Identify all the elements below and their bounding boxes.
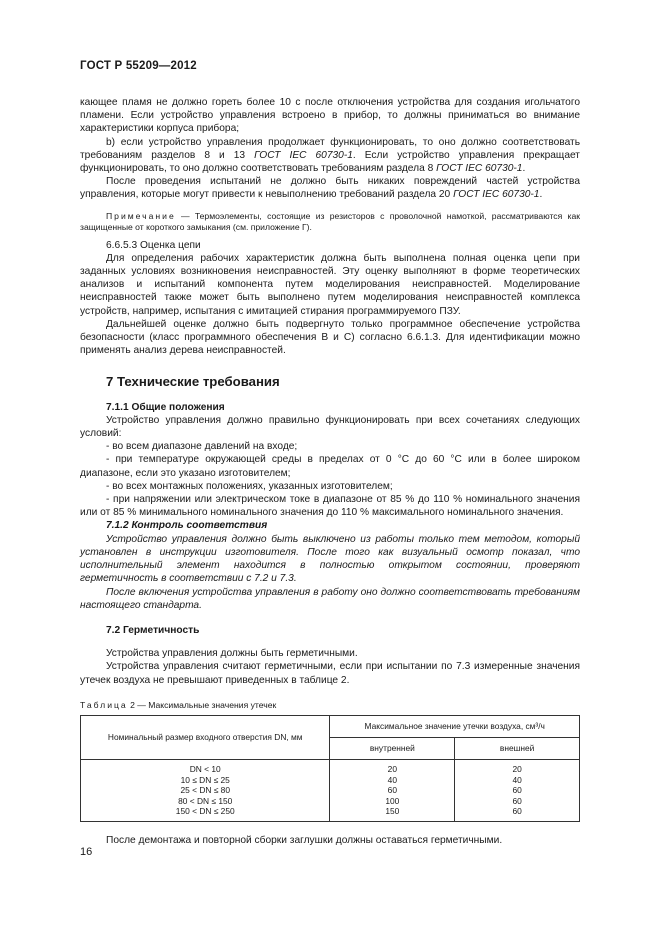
cell-internal: 20 <box>330 760 455 775</box>
running-header: ГОСТ Р 55209—2012 <box>80 60 197 72</box>
paragraph-after-tests <box>80 175 580 201</box>
standard-reference: ГОСТ IEC 60730-1 <box>453 189 540 201</box>
list-item: - во всем диапазоне давлений на входе; <box>106 441 298 453</box>
text-span: . Если устройство управления прекращает функционировать, то оно должно соответствовать требованиям раздела 8 <box>80 149 580 175</box>
page-content <box>80 96 580 848</box>
paragraph-general-conditions: Устройство управления должно правильно функционировать при всех сочетаниях следующих условий: <box>80 414 580 440</box>
cell-internal: 40 <box>330 775 455 785</box>
standard-reference: ГОСТ IEC 60730-1 <box>254 149 353 161</box>
subsection-7-1-1-title: 7.1.1 Общие положения <box>106 401 225 413</box>
column-header-dn: Номинальный размер входного отверстия DN, мм <box>81 715 330 759</box>
text-span: b) если устройство управления продолжает функционировать, то оно должно соответствовать требованиям разделов 8 и 13 <box>80 136 580 161</box>
cell-dn: 10 ≤ DN ≤ 25 <box>81 775 330 785</box>
paragraph-tightness-criteria: Устройства управления считают герметичными, если при испытании по 7.3 измеренные значения утечек воздуха не превышают приведенных в таблице 2. <box>80 661 580 686</box>
note-label: Примечание <box>106 210 176 221</box>
note-text: — Термоэлементы, состоящие из резисторов с проволочной намоткой, рассматриваются как защищенные от короткого замыкания (см. приложение Г). <box>80 210 580 232</box>
cell-external: 60 <box>455 806 580 822</box>
column-header-max-leak: Максимальное значение утечки воздуха, см³/ч <box>330 715 580 737</box>
text-span: . <box>522 163 526 175</box>
table-caption-text: 2 — Максимальные значения утечек <box>127 699 277 710</box>
list-item: - при температуре окружающей среды в пределах от 0 °С до 60 °С или в более широком диапазоне, если это указано изготовителем; <box>80 454 580 479</box>
text-span: . <box>539 189 543 201</box>
paragraph-compliance-check: Устройство управления должно быть выключено из работы только тем методом, который установлен в инструкции изготовителя. После того как визуальный осмотр показал, что исполнительный элемент находится в полностью открытом состоянии, проверяют герметичность в соответствии с 7.2 и 7.3. <box>80 533 580 585</box>
paragraph-tightness: Устройства управления должны быть герметичными. <box>106 648 358 660</box>
table-row <box>81 806 580 822</box>
cell-internal: 100 <box>330 796 455 806</box>
cell-external: 60 <box>455 785 580 795</box>
subsection-7-2-title: 7.2 Герметичность <box>106 624 200 636</box>
paragraph-compliance-after: После включения устройства управления в работу оно должно соответствовать требованиям настоящего стандарта. <box>80 586 580 611</box>
cell-dn: 80 < DN ≤ 150 <box>81 796 330 806</box>
note <box>80 211 580 233</box>
cell-internal: 60 <box>330 785 455 795</box>
leakage-table <box>80 715 580 822</box>
section-7-heading: 7 Технические требования <box>106 374 280 390</box>
paragraph-item-b <box>80 136 580 176</box>
page-number: 16 <box>80 846 93 858</box>
cell-external: 60 <box>455 796 580 806</box>
subsection-7-1-2-title: 7.1.2 Контроль соответствия <box>106 520 268 532</box>
cell-external: 20 <box>455 760 580 775</box>
table-row <box>81 760 580 775</box>
cell-dn: 150 < DN ≤ 250 <box>81 806 330 822</box>
column-header-external: внешней <box>455 738 580 760</box>
table-row <box>81 785 580 795</box>
cell-dn: 25 < DN ≤ 80 <box>81 785 330 795</box>
text-span: После проведения испытаний не должно быть никаких повреждений частей устройства управления, которые могут привести к невыполнению требований раздела 20 <box>80 176 580 201</box>
paragraph-flame: кающее пламя не должно гореть более 10 с после отключения устройства для создания игольчатого пламени. Если устройство управления встроено в прибор, то должны приниматься во внимание характеристики корпуса прибора; <box>80 97 580 135</box>
standard-reference: ГОСТ IEC 60730-1 <box>436 163 523 175</box>
cell-dn: DN < 10 <box>81 760 330 775</box>
cell-external: 40 <box>455 775 580 785</box>
cell-internal: 150 <box>330 806 455 822</box>
subsection-6-6-5-3-title: 6.6.5.3 Оценка цепи <box>106 239 201 251</box>
table-row <box>81 775 580 785</box>
list-item: - при напряжении или электрическом токе в диапазоне от 85 % до 110 % номинального значения или от 85 % минимального номинального значения до 110 % максимального номинального значения. <box>80 494 580 519</box>
paragraph-circuit-evaluation: Для определения рабочих характеристик должна быть выполнена полная оценка цепи при заданных условиях возникновения неисправностей. Эту оценку выполняют в форме теоретических анализов и испытаний компонента путем моделирования неисправностей. Моделирование неисправностей также может быть выполнено путем моделирования неисправностей комплекса устройств, например, испытания с имитацией стирания программируемого ПЗУ. <box>80 252 580 317</box>
list-item: - во всех монтажных положениях, указанных изготовителем; <box>106 480 393 492</box>
paragraph-plugs: После демонтажа и повторной сборки заглушки должны оставаться герметичными. <box>106 835 503 847</box>
table-caption-label: Таблица <box>80 699 128 710</box>
column-header-internal: внутренней <box>330 738 455 760</box>
paragraph-software-evaluation: Дальнейшей оценке должно быть подвергнуто только программное обеспечение устройства безопасности (класс программного обеспечения В и С) согласно 6.6.1.3. Для идентификации можно применять анализ дерева неисправностей. <box>80 318 580 357</box>
table-row <box>81 796 580 806</box>
table-caption <box>80 699 580 712</box>
